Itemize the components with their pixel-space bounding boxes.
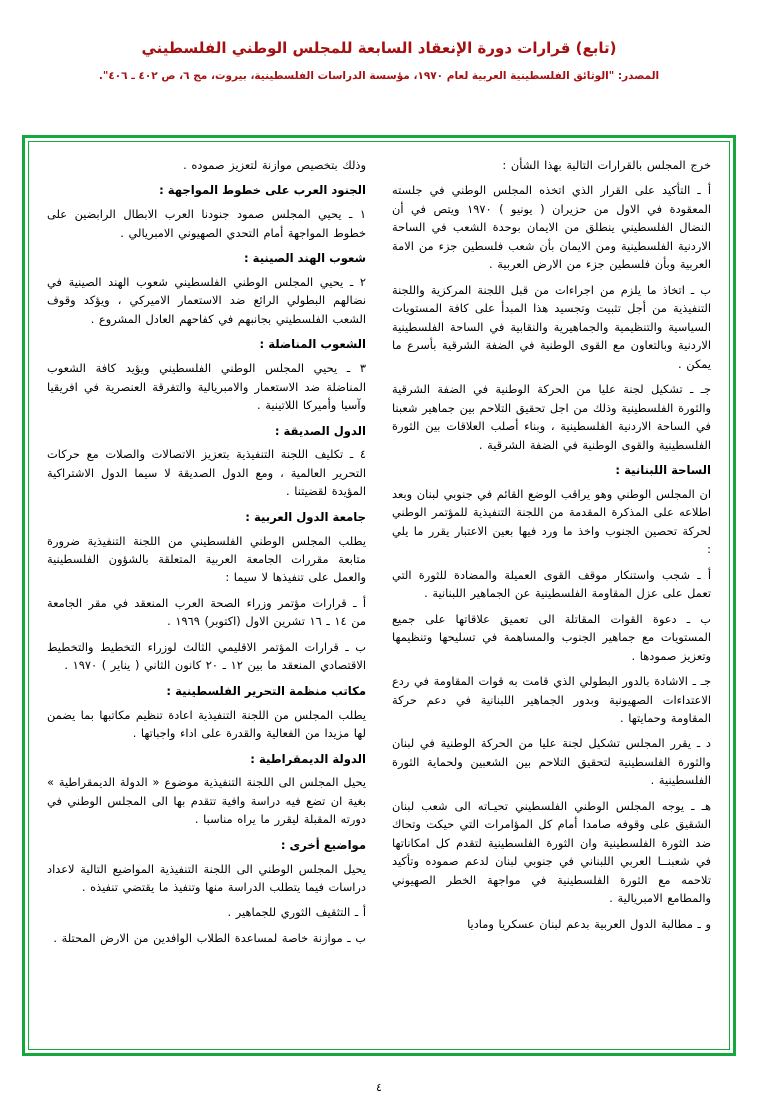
section-heading: شعوب الهند الصينية : [243,251,366,266]
paragraph: جـ ـ الاشادة بالدور البطولي الذي قامت به قوات المقاومة في ردع الاعتداءات الصهيونية وبدور الجماهير اللبنانية في دعم حركة المقاومة وحمايتها . [392,674,711,725]
section-heading: الشعوب المناضلة : [259,337,366,352]
paragraph: أ ـ التثقيف الثوري للجماهير . [227,905,366,920]
section-heading: الدول الصديقة : [274,423,366,438]
page-title: (تابع) قرارات دورة الإنعقاد السابعة للمجلس الوطني الفلسطيني [141,39,617,57]
paragraph: هـ ـ يوجه المجلس الوطني الفلسطيني تحيـاته الى شعب لبنان الشقيق على وقوفه صامدا أمام كل المؤامرات التي حيكت وتحاك ضد الثورة الفلسطينية وان الثورة الفلسطينية لتقدم كل امكاناتها في شعبنــا العربي اللبناني في جنوبي لبنان لدعم صموده وتأكيد تلاحمه مع الثورة الفلسطينية في مواجهة الخطر الصهيوني والمطامع الامبريالية . [392,798,711,906]
section-heading: جامعة الدول العربية : [245,509,366,524]
paragraph: وذلك بتخصيص موازنة لتعزيز صموده . [183,158,366,172]
section-heading: الجنود العرب على خطوط المواجهة : [159,183,366,198]
paragraph: يحيل المجلس الى اللجنة التنفيذية موضوع « الدولة الديمقراطية » بغية ان تضع فيه دراسة وافية تتقدم بها الى المجلس الوطني في دورته المقبلة ليقرر ما يراه مناسبا . [47,775,366,827]
paragraph: ٤ ـ تكليف اللجنة التنفيذية بتعزيز الاتصالات والصلات مع حركات التحرير العالمية ، ومع الدول الصديقة لا سيما الدول الاشتراكية المؤيدة لقضيتنا . [47,447,366,499]
column-right [392,156,711,1039]
paragraph: ب ـ دعوة القوات المقاتلة الى تعميق علاقاتها على جميع المستويات مع جماهير الجنوب والمساهمة في تسليحها وتنظيمها وتعزيز صمودها . [392,611,711,663]
section-heading: الساحة اللبنانية : [615,463,711,478]
paragraph: يطلب المجلس من اللجنة التنفيذية اعادة تنظيم مكاتبها بما يضمن لها مزيدا من الفعالية والقدرة على اداء واجباتها . [47,707,366,741]
document-page [0,38,758,1116]
paragraph: ١ ـ يحيي المجلس صمود جنودنا العرب الابطال الرابضين على خطوط المواجهة أمام التحدي الصهيوني الامبريالي . [47,207,366,240]
paragraph: أ ـ التأكيد على القرار الذي اتخذه المجلس الوطني في جلسته المعقودة في الاول من حزيران ( يونيو ) ١٩٧٠ ويتص في أن النضال الفلسطيني ينطلق من الايمان بوحدة الشعب في الساحة الاردنية الفلسطينية ومن الايمان بأن شعب فلسطين جزء من الامة العربية وبأن فلسطين جزء من الارض العربية . [392,183,711,272]
paragraph: خرج المجلس بالقرارات التالية بهذا الشأن : [502,158,711,172]
content-frame [22,135,736,1056]
paragraph: جـ ـ تشكيل لجنة عليا من الحركة الوطنية في الضفة الشرقية والثورة الفلسطينية وذلك من اجل تحقيق التلاحم بين جماهير شعبنا في الساحة الاردنية الفلسطينية ، وبناء أصلب العلاقات بين الثورة الفلسطينية والقوى الوطنية في الضفة الشرقية . [392,382,711,452]
paragraph: ٢ ـ يحيي المجلس الوطني الفلسطيني شعوب الهند الصينية في نضالهم البطولي الرائع ضد الاستعمار الاميركي ، ويؤكد وقوف الشعب الفلسطيني بجانبهم في كفاحهم العادل المشروع . [47,274,366,326]
section-heading: مكاتب منظمة التحرير الفلسطينية : [166,683,366,698]
paragraph: ب ـ موازنة خاصة لمساعدة الطلاب الوافدين من الارض المحتلة . [53,930,366,945]
paragraph: يطلب المجلس الوطني الفلسطيني من اللجنة التنفيذية ضرورة متابعة مقررات الجامعة العربية المتعلقة بالشؤون الفلسطينية والعمل على تنفيذها لا سيما : [47,533,366,585]
paragraph: ب ـ قرارات المؤتمر الاقليمي الثالث لوزراء التخطيط والتخطيط الاقتصادي المنعقد ما بين ١٢ ـ ٢٠ كانون الثاني ( يناير ) ١٩٧٠ . [47,639,366,673]
section-heading: الدولة الديمقراطية : [250,751,366,766]
column-left [47,156,366,1039]
page-number: ٤ [376,1081,382,1094]
paragraph: ب ـ اتخاذ ما يلزم من اجراءات من قبل اللجنة المركزية واللجنة التنفيذية من أجل تثبيت وتجسيد هذا المبدأ على كافة المستويات السياسية والتنظيمية والجماهيرية والنقابية في الساحة الفلسطينية الاردنية وبالتعاون مع القوى الوطنية في الضفة الشرقية بأسرع ما يمكن . [392,282,711,371]
paragraph: يحيل المجلس الوطني الى اللجنة التنفيذية المواضيع التالية لاعداد دراسات فيما يتطلب الدراسة منها وتنفيذ ما يقتضي تنفيذه . [47,861,366,894]
paragraph: ٣ ـ يحيي المجلس الوطني الفلسطيني ويؤيد كافة الشعوب المناضلة ضد الاستعمار والامبريالية والتفرقة العنصرية في افريقيا وآسيا وأميركا اللاتينية . [47,361,366,413]
paragraph: أ ـ شجب واستنكار موقف القوى العميلة والمضادة للثورة التي تعمل على عزل المقاومة الفلسطينية عن الجماهير اللبنانية . [392,567,711,601]
text-columns [47,156,711,1039]
content-frame-inner [28,141,730,1050]
document-source: المصدر: "الوثائق الفلسطينية العربية لعام ١٩٧٠، مؤسسة الدراسات الفلسطينية، بيروت، مج ٦، ص ٤٠٢ ـ ٤٠٦". [98,70,660,82]
paragraph: و ـ مطالبة الدول العربية بدعم لبنان عسكريا وماديا [467,916,711,931]
paragraph: أ ـ قرارات مؤتمر وزراء الصحة العرب المنعقد في مقر الجامعة من ١٤ ـ ١٦ تشرين الاول (اكتوبر) ١٩٦٩ . [47,595,366,629]
paragraph: د ـ يقرر المجلس تشكيل لجنة عليا من الحركة الوطنية في لبنان والثورة الفلسطينية لتحقيق التلاحم بين الشعبين ولحماية الثورة الفلسطينية . [392,736,711,788]
section-heading: مواضيع أخرى : [280,837,366,852]
paragraph: ان المجلس الوطني وهو يراقب الوضع القائم في جنوبي لبنان وبعد اطلاعه على المذكرة المقدمة من اللجنة التنفيذية للمؤتمر الوطني لحركة تحصين الجنوب واخذ ما ورد فيها بعين الاعتبار يقرر ما يلي : [392,486,711,557]
